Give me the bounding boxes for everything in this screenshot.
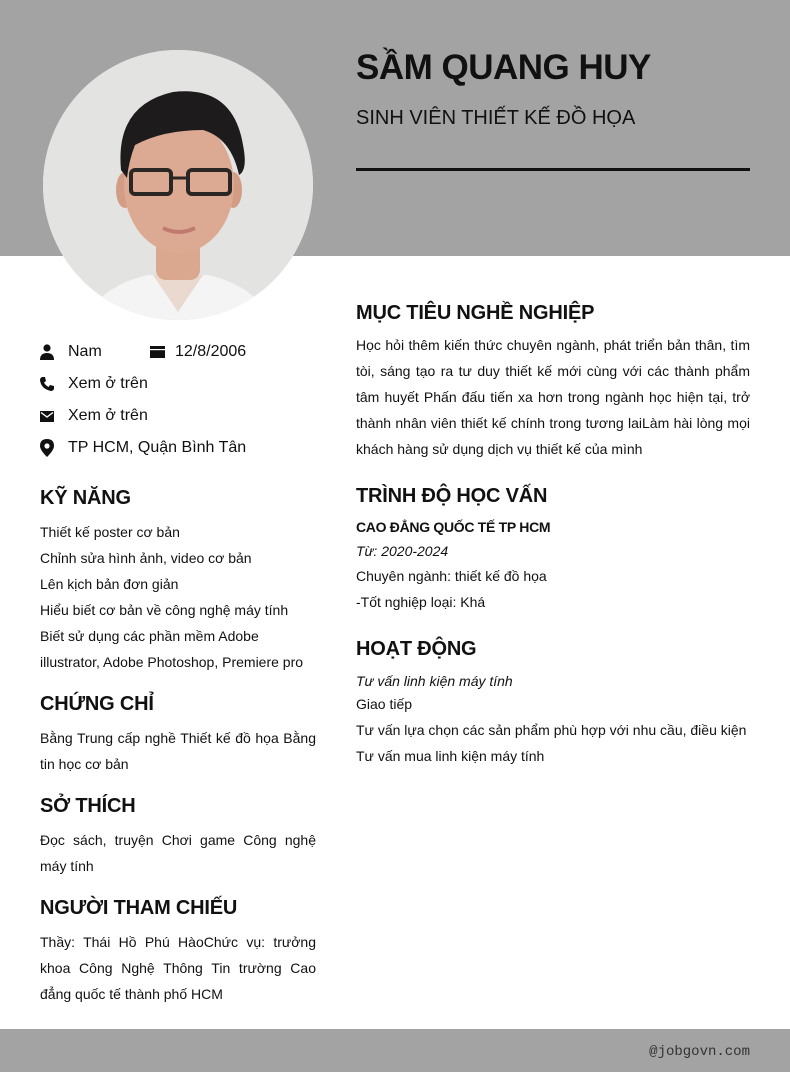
references-heading: NGƯỜI THAM CHIẾU	[40, 897, 238, 919]
skill-item: Hiểu biết cơ bản về công nghệ máy tính	[40, 602, 289, 618]
contact-gender	[40, 343, 102, 361]
skill-item: Chỉnh sửa hình ảnh, video cơ bản	[40, 550, 252, 566]
skill-item: Lên kịch bản đơn giản	[40, 576, 179, 592]
activity-role: Tư vấn linh kiện máy tính	[356, 673, 513, 689]
education-period: Từ: 2020-2024	[356, 543, 449, 559]
contact-address	[40, 439, 246, 457]
hobbies-text: Đọc sách, truyện Chơi game Công nghệ máy tính	[40, 832, 316, 874]
person-icon	[40, 344, 54, 360]
email-value: Xem ở trên	[68, 407, 148, 424]
phone-value: Xem ở trên	[68, 375, 148, 392]
skills-list	[40, 519, 320, 675]
activity-item: Tư vấn lựa chọn các sản phẩm phù hợp với nhu cầu, điều kiện	[356, 722, 747, 738]
mail-icon	[40, 408, 54, 424]
gender-value: Nam	[68, 343, 102, 360]
certificates-text: Bằng Trung cấp nghề Thiết kế đồ họa Bằng tin học cơ bản	[40, 730, 316, 772]
education-major: Chuyên ngành: thiết kế đồ họa	[356, 568, 547, 584]
contact-phone	[40, 375, 148, 393]
objective-text: Học hỏi thêm kiến thức chuyên ngành, phát triển bản thân, tìm tòi, sáng tạo ra tư duy thiết kế mới cùng với các thành phẩm tâm huyết Phấn đấu tiến xa hơn trong ngành học hiện tại, trở thành nhân viên thiết kế chính trong tương laiLàm hài lòng mọi khách hàng sử dụng dịch vụ thiết kế của mình	[356, 337, 750, 457]
certificates-heading: CHỨNG CHỈ	[40, 693, 154, 715]
phone-icon	[40, 376, 54, 392]
skill-item: Thiết kế poster cơ bản	[40, 524, 180, 540]
profile-photo	[43, 50, 313, 320]
footer-watermark: @jobgovn.com	[649, 1044, 750, 1060]
contact-birthday	[150, 343, 246, 361]
skill-item: illustrator, Adobe Photoshop, Premiere pro	[40, 654, 304, 670]
activities-heading: HOẠT ĐỘNG	[356, 638, 477, 660]
title-divider	[356, 168, 750, 171]
skill-item: Biết sử dụng các phần mềm Adobe	[40, 628, 259, 644]
contact-email	[40, 407, 148, 425]
references-text: Thầy: Thái Hồ Phú HàoChức vụ: trưởng khoa Công Nghệ Thông Tin trường Cao đẳng quốc tế thành phố HCM	[40, 934, 316, 1002]
location-pin-icon	[40, 440, 54, 456]
skills-heading: KỸ NĂNG	[40, 487, 131, 509]
calendar-icon	[150, 344, 165, 360]
birthday-value: 12/8/2006	[175, 343, 247, 360]
candidate-title: SINH VIÊN THIẾT KẾ ĐỒ HỌA	[356, 107, 636, 129]
avatar	[43, 50, 313, 320]
activity-item: Giao tiếp	[356, 696, 413, 712]
address-value: TP HCM, Quận Bình Tân	[68, 439, 247, 456]
objective-heading: MỤC TIÊU NGHỀ NGHIỆP	[356, 302, 595, 324]
education-grade: -Tốt nghiệp loại: Khá	[356, 594, 486, 610]
candidate-name: SẦM QUANG HUY	[356, 48, 651, 87]
education-heading: TRÌNH ĐỘ HỌC VẤN	[356, 485, 548, 507]
hobbies-heading: SỞ THÍCH	[40, 795, 136, 817]
school-name: CAO ĐẲNG QUỐC TẾ TP HCM	[356, 519, 551, 535]
activity-item: Tư vấn mua linh kiện máy tính	[356, 748, 545, 764]
activities-list	[356, 691, 746, 769]
